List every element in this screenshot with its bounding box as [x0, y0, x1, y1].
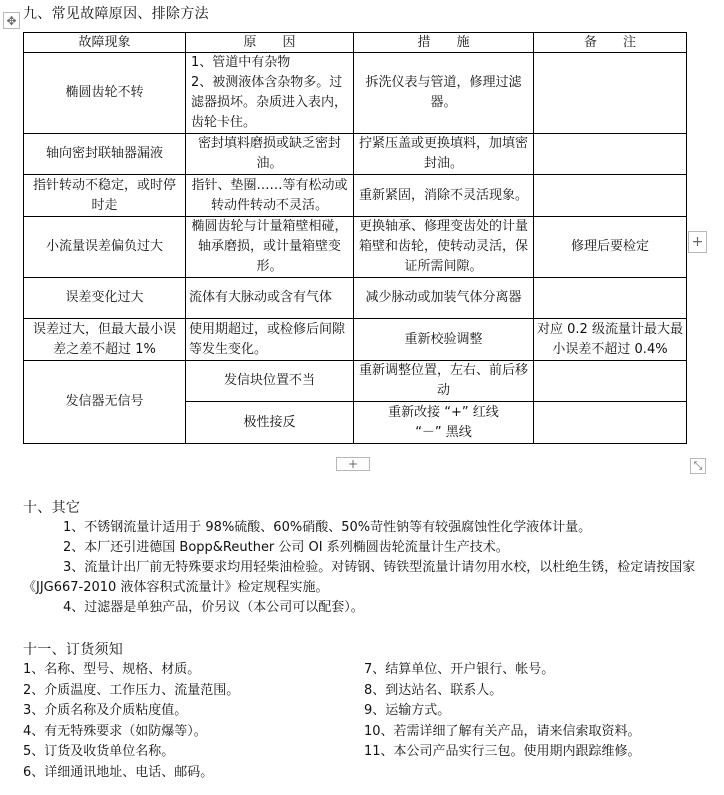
order-note-item: 5、订货及收货单位名称。 [23, 744, 175, 759]
header-symptom: 故障现象 [24, 33, 186, 53]
header-note: 备 注 [534, 33, 687, 53]
note-cell [534, 175, 687, 217]
other-item: 2、本厂还引进德国 Bopp&Reuther 公司 OI 系列椭圆齿轮流量计生产技术。 [63, 540, 509, 555]
order-note-item: 7、结算单位、开户银行、帐号。 [364, 662, 555, 677]
symptom-cell: 误差过大，但最大最小误差之差不超过 1% [24, 319, 186, 361]
table-header-row [24, 33, 687, 53]
order-note-item: 11、本公司产品实行三包。使用期内跟踪维修。 [364, 744, 641, 759]
other-item: 3、流量计出厂前无特殊要求均用轻柴油检验。对铸钢、铸铁型流量计请勿用水校，以杜绝生锈，检定请按国家《JJG667-2010 液体容积式流量计》检定规程实施。 [23, 560, 696, 595]
cause-cell: 密封填料磨损或缺乏密封油。 [186, 134, 354, 175]
section-10-title: 十、其它 [23, 500, 81, 516]
cause-cell: 指针、垫圈……等有松动或转动件转动不灵活。 [186, 175, 354, 217]
cause-cell: 椭圆齿轮与计量箱壁相碰，轴承磨损，或计量箱壁变形。 [186, 217, 354, 278]
table-row [24, 217, 687, 278]
order-note-item: 3、介质名称及介质粘度值。 [23, 703, 188, 718]
measure-cell: 重新改接 “+” 红线 “－” 黑线 [354, 402, 534, 444]
symptom-cell: 指针转动不稳定，或时停时走 [24, 175, 186, 217]
note-cell: 修理后要检定 [534, 217, 687, 278]
measure-cell: 更换轴承、修理变齿处的计量箱壁和齿轮，使转动灵活，保证所需间隙。 [354, 217, 534, 278]
symptom-cell: 发信器无信号 [24, 361, 186, 444]
symptom-cell: 轴向密封联轴器漏液 [24, 134, 186, 175]
order-note-item: 4、有无特殊要求（如防爆等）。 [23, 723, 207, 739]
order-notes-left [23, 660, 239, 783]
header-cause: 原 因 [186, 33, 354, 53]
order-note-item: 1、名称、型号、规格、材质。 [23, 662, 201, 677]
table-row [24, 53, 687, 134]
order-note-item: 9、运输方式。 [364, 703, 451, 718]
table-resize-handle[interactable]: ⤡ [690, 458, 706, 474]
note-cell [534, 278, 687, 319]
table-move-handle[interactable]: ✥ [3, 12, 20, 29]
note-cell: 对应 0.2 级流量计最大最小误差不超过 0.4% [534, 319, 687, 361]
table-row [24, 361, 687, 402]
cause-cell: 使用期超过，或检修后间隙等发生变化。 [186, 319, 354, 361]
other-item: 1、不锈钢流量计适用于 98%硫酸、60%硝酸、50%苛性钠等有较强腐蚀性化学液体计量。 [63, 520, 592, 535]
other-item: 4、过滤器是单独产品，价另议（本公司可以配套）。 [63, 600, 364, 615]
measure-cell: 重新校验调整 [354, 319, 534, 361]
cause-cell: 流体有大脉动或含有气体 [186, 278, 354, 319]
note-cell [534, 53, 687, 134]
add-column-handle[interactable]: + [688, 231, 707, 253]
cause-cell: 1、管道中有杂物 2、被测液体含杂物多。过滤器损坏。杂质进入表内，齿轮卡住。 [186, 53, 354, 134]
add-row-handle[interactable]: + [336, 457, 370, 471]
section-11-title: 十一、订货须知 [23, 642, 124, 658]
table-row [24, 134, 687, 175]
order-note-item: 6、详细通讯地址、电话、邮码。 [23, 764, 214, 780]
measure-cell: 重新调整位置，左右、前后移动 [354, 361, 534, 402]
measure-cell: 拧紧压盖或更换填料，加填密封油。 [354, 134, 534, 175]
order-note-item: 10、若需详细了解有关产品，请来信索取资料。 [364, 723, 641, 739]
measure-cell: 重新紧固，消除不灵活现象。 [354, 175, 534, 217]
symptom-cell: 误差变化过大 [24, 278, 186, 319]
cause-cell: 发信块位置不当 [186, 361, 354, 402]
table-row [24, 319, 687, 361]
order-notes-right [364, 660, 641, 763]
symptom-cell: 小流量误差偏负过大 [24, 217, 186, 278]
order-note-item: 2、介质温度、工作压力、流量范围。 [23, 682, 240, 698]
note-cell [534, 134, 687, 175]
measure-cell: 拆洗仪表与管道，修理过滤器。 [354, 53, 534, 134]
fault-table [23, 32, 687, 444]
order-note-item: 8、到达站名、联系人。 [364, 682, 503, 698]
header-measure: 措 施 [354, 33, 534, 53]
measure-cell: 减少脉动或加装气体分离器 [354, 278, 534, 319]
symptom-cell: 椭圆齿轮不转 [24, 53, 186, 134]
section-9-title: 九、常见故障原因、排除方法 [23, 6, 209, 22]
note-cell [534, 402, 687, 444]
table-row [24, 278, 687, 319]
cause-cell: 极性接反 [186, 402, 354, 444]
note-cell [534, 361, 687, 402]
table-row [24, 175, 687, 217]
